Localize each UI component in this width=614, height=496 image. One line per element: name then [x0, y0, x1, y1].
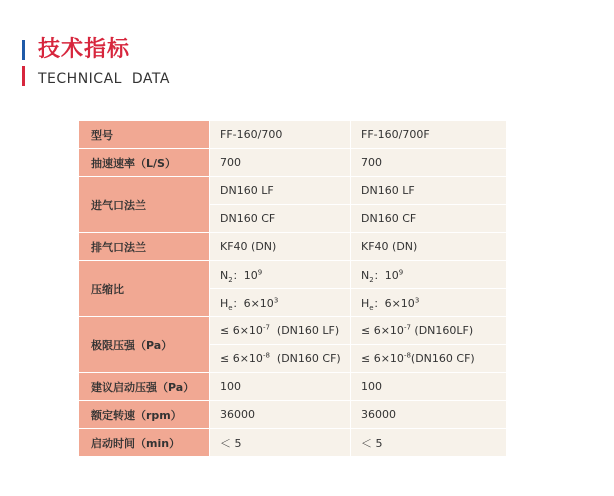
n2-value: ：10: [373, 268, 399, 282]
ultimate-b2-suffix: (DN160 CF): [410, 352, 475, 365]
row-label-start-time: 启动时间（min）: [79, 429, 210, 457]
table-row-speed: [79, 149, 506, 177]
page-subtitle: TECHNICAL DATA: [38, 71, 170, 87]
row-label-rated-speed: 额定转速（rpm）: [79, 401, 210, 429]
cell-rated-speed-a: 36000: [210, 401, 351, 429]
ultimate-b1-prefix: ≤ 6×10: [361, 324, 404, 337]
ultimate-a2-exponent: -8: [262, 351, 270, 360]
cell-ratio-he-b: [351, 289, 507, 317]
cell-start-pressure-b: 100: [351, 373, 507, 401]
he-exponent: 3: [414, 295, 420, 304]
cell-start-time-a: ＜ 5: [210, 429, 351, 457]
cell-ratio-n2-a: [210, 261, 351, 289]
cell-ratio-n2-b: [351, 261, 507, 289]
n2-subscript: 2: [369, 275, 374, 284]
ultimate-b1-suffix: (DN160LF): [410, 324, 474, 337]
ultimate-b2-prefix: ≤ 6×10: [361, 352, 404, 365]
table-row-rated-speed: [79, 401, 506, 429]
cell-speed-a: 700: [210, 149, 351, 177]
cell-speed-b: 700: [351, 149, 507, 177]
cell-start-time-b: ＜ 5: [351, 429, 507, 457]
cell-rated-speed-b: 36000: [351, 401, 507, 429]
row-label-model: 型号: [79, 121, 210, 149]
table-row-model: [79, 121, 506, 149]
cell-start-pressure-a: 100: [210, 373, 351, 401]
n2-symbol: N: [361, 268, 370, 282]
n2-subscript: 2: [228, 275, 233, 284]
ultimate-b1-exponent: -7: [403, 323, 411, 332]
header-accent-bar-blue: [22, 40, 25, 60]
table-row-inlet: [79, 177, 506, 205]
row-label-start-pressure: 建议启动压强（Pa）: [79, 373, 210, 401]
table-row-outlet: [79, 233, 506, 261]
row-label-ratio: 压缩比: [79, 261, 210, 317]
table-row-start-pressure: [79, 373, 506, 401]
table-row-start-time: [79, 429, 506, 457]
cell-ultimate-a2: [210, 345, 351, 373]
cell-model-a: FF-160/700: [210, 121, 351, 149]
header-accent-bar-red: [22, 66, 25, 86]
n2-symbol: N: [220, 268, 229, 282]
cell-ultimate-a1: [210, 317, 351, 345]
he-symbol: H: [361, 296, 370, 310]
ultimate-a1-suffix: (DN160 LF): [269, 324, 340, 337]
he-value: ：6×10: [373, 296, 415, 310]
he-value: ：6×10: [232, 296, 274, 310]
row-label-outlet: 排气口法兰: [79, 233, 210, 261]
technical-data-table: [79, 121, 506, 457]
row-label-inlet: 进气口法兰: [79, 177, 210, 233]
he-subscript: e: [369, 303, 374, 312]
cell-ultimate-b2: [351, 345, 507, 373]
table-row-ratio: [79, 261, 506, 289]
cell-inlet-b1: DN160 LF: [351, 177, 507, 205]
cell-ratio-he-a: [210, 289, 351, 317]
ultimate-a1-exponent: -7: [262, 323, 270, 332]
row-label-ultimate: 极限压强（Pa）: [79, 317, 210, 373]
cell-inlet-b2: DN160 CF: [351, 205, 507, 233]
cell-outlet-a: KF40 (DN): [210, 233, 351, 261]
ultimate-a2-prefix: ≤ 6×10: [220, 352, 263, 365]
n2-exponent: 9: [257, 267, 263, 276]
cell-outlet-b: KF40 (DN): [351, 233, 507, 261]
n2-value: ：10: [232, 268, 258, 282]
cell-inlet-a2: DN160 CF: [210, 205, 351, 233]
cell-inlet-a1: DN160 LF: [210, 177, 351, 205]
ultimate-a2-suffix: (DN160 CF): [269, 352, 341, 365]
table-row-ultimate: [79, 317, 506, 345]
page-title: 技术指标: [38, 37, 131, 62]
he-exponent: 3: [273, 295, 279, 304]
he-symbol: H: [220, 296, 229, 310]
cell-model-b: FF-160/700F: [351, 121, 507, 149]
cell-ultimate-b1: [351, 317, 507, 345]
row-label-speed: 抽速速率（L/S）: [79, 149, 210, 177]
he-subscript: e: [228, 303, 233, 312]
ultimate-a1-prefix: ≤ 6×10: [220, 324, 263, 337]
ultimate-b2-exponent: -8: [403, 351, 411, 360]
n2-exponent: 9: [398, 267, 404, 276]
